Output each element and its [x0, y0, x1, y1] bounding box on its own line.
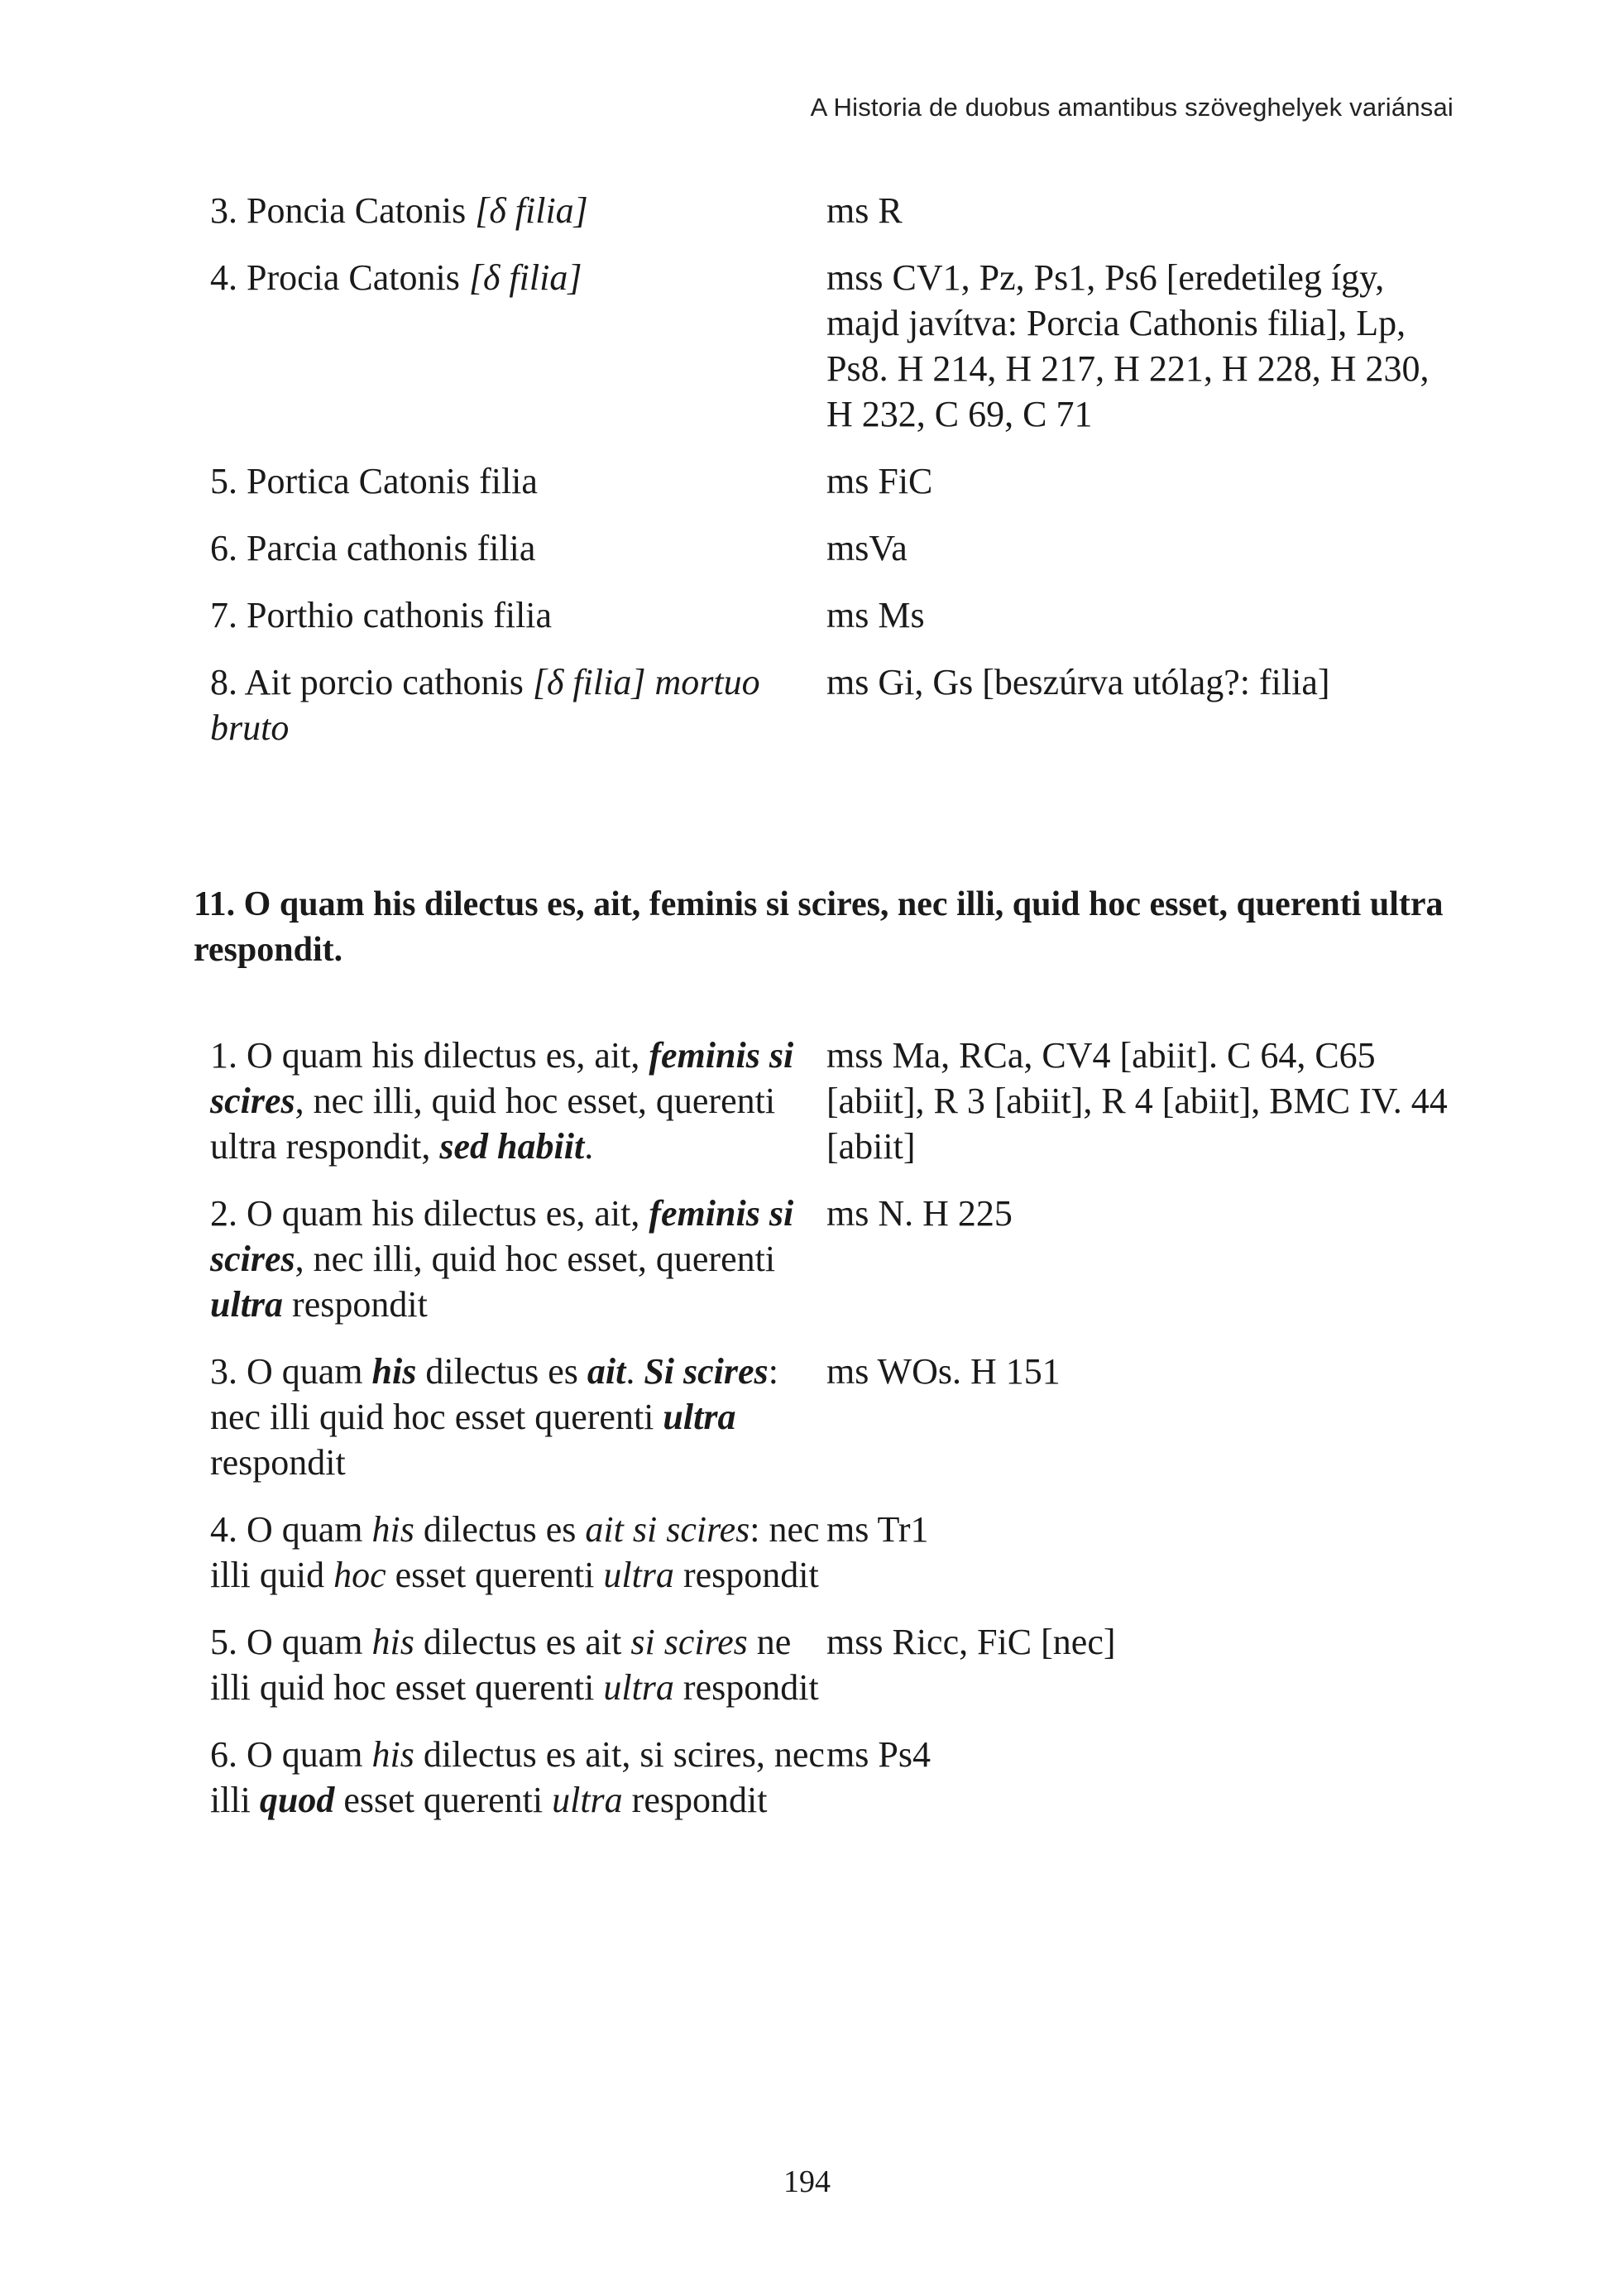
variant-segment: : nec illi quid	[210, 1509, 820, 1595]
variant-segment: ultra	[210, 1284, 284, 1325]
table-row	[210, 659, 1451, 750]
variant-segment: ait si scires	[585, 1509, 750, 1550]
source-sigla: msVa	[826, 528, 908, 568]
table-row	[210, 1033, 1451, 1169]
variant-text	[210, 659, 826, 750]
variant-segment: ultra	[663, 1397, 736, 1437]
variant-segment: respondit	[673, 1555, 819, 1595]
variant-text	[210, 1033, 826, 1169]
table-row	[210, 1732, 1451, 1823]
variant-text	[210, 1349, 826, 1485]
variant-segment: : nec illi quid hoc esset querenti	[210, 1351, 778, 1437]
variant-segment: ultra	[603, 1555, 674, 1595]
variant-segment: 3. Poncia Catonis	[210, 190, 476, 231]
variant-text	[210, 592, 826, 638]
variant-segment: respondit	[283, 1284, 428, 1325]
variant-segment: respondit	[622, 1780, 768, 1820]
table-row	[210, 1507, 1451, 1598]
variant-segment: 2. O quam his dilectus es, ait,	[210, 1193, 649, 1234]
variant-segment: 6. O quam	[210, 1734, 372, 1775]
table-row	[210, 188, 1451, 233]
variant-segment: [δ filia]	[475, 190, 588, 231]
source-sigla: ms R	[826, 190, 903, 231]
variant-segment: dilectus es ait, si scires, nec illi	[210, 1734, 825, 1820]
variant-segment: 5. O quam	[210, 1622, 372, 1662]
source-sigla: ms N. H 225	[826, 1193, 1013, 1234]
source-sigla: mss Ma, RCa, CV4 [abiit]. C 64, C65 [abiit], R 3 [abiit], R 4 [abiit], BMC IV. 44 [abiit]	[826, 1035, 1448, 1167]
variant-segment: 3. O quam	[210, 1351, 372, 1392]
variant-segment: esset querenti	[386, 1555, 604, 1595]
variant-segment: 7. Porthio cathonis filia	[210, 595, 553, 635]
source-sigla: ms Gi, Gs [beszúrva utólag?: filia]	[826, 662, 1330, 702]
variant-text	[210, 1191, 826, 1327]
table-row	[210, 255, 1451, 437]
table-row	[210, 458, 1451, 504]
variant-segment: Si scires	[644, 1351, 769, 1392]
variant-table-1	[210, 188, 1451, 772]
variant-text	[210, 458, 826, 504]
source-sigla: mss Ricc, FiC [nec]	[826, 1622, 1116, 1662]
section-heading: 11. O quam his dilectus es, ait, feminis si scires, nec illi, quid hoc esset, querenti ultra respondit.	[194, 885, 1444, 969]
variant-segment: , nec illi, quid hoc esset, querenti	[295, 1239, 776, 1279]
variant-segment: dilectus es	[416, 1351, 587, 1392]
variant-segment: 1. O quam his dilectus es, ait,	[210, 1035, 649, 1076]
variant-segment: si scires	[630, 1622, 748, 1662]
variant-segment: ultra	[552, 1780, 623, 1820]
table-row	[210, 1191, 1451, 1327]
source-sigla: ms Tr1	[826, 1509, 929, 1550]
variant-segment: [δ filia]	[468, 257, 582, 298]
variant-segment: 5. Portica Catonis filia	[210, 461, 538, 501]
variant-segment: feminis si scires	[210, 1035, 794, 1121]
running-head: A Historia de duobus amantibus szöveghelyek variánsai	[810, 93, 1454, 122]
variant-segment: respondit	[673, 1667, 819, 1708]
variant-segment: ne illi quid hoc esset querenti	[210, 1622, 792, 1708]
variant-segment: , nec illi, quid hoc esset, querenti ultra respondit,	[210, 1081, 776, 1167]
variant-text	[210, 1507, 826, 1598]
variant-segment: quod	[259, 1780, 335, 1820]
table-row	[210, 592, 1451, 638]
variant-segment: feminis si scires	[210, 1193, 794, 1279]
table-row	[210, 1349, 1451, 1485]
variant-text	[210, 188, 826, 233]
source-sigla: ms Ms	[826, 595, 925, 635]
variant-segment: .	[584, 1126, 594, 1167]
variant-text	[210, 1732, 826, 1823]
variant-text	[210, 525, 826, 571]
variant-segment: sed habiit	[439, 1126, 585, 1167]
variant-segment: dilectus es	[414, 1509, 586, 1550]
variant-segment: ultra	[603, 1667, 674, 1708]
variant-segment: 4. O quam	[210, 1509, 372, 1550]
variant-segment: his	[371, 1351, 417, 1392]
variant-segment: his	[371, 1622, 414, 1662]
source-sigla: mss CV1, Pz, Ps1, Ps6 [eredetileg így, majd javítva: Porcia Cathonis filia], Lp, Ps8. H 214, H 217, H 221, H 228, H 230, H 232, C 69, C 71	[826, 257, 1430, 434]
variant-segment: 6. Parcia cathonis filia	[210, 528, 536, 568]
variant-segment: ait	[587, 1351, 626, 1392]
table-row	[210, 1619, 1451, 1710]
variant-segment: 8. Ait porcio cathonis	[210, 662, 533, 702]
page-number: 194	[783, 2164, 831, 2199]
table-row	[210, 525, 1451, 571]
source-sigla: ms FiC	[826, 461, 933, 501]
variant-segment: his	[371, 1734, 414, 1775]
variant-segment: esset querenti	[334, 1780, 553, 1820]
variant-segment: respondit	[210, 1442, 346, 1483]
source-sigla: ms Ps4	[826, 1734, 931, 1775]
variant-text	[210, 255, 826, 437]
variant-segment: hoc	[333, 1555, 386, 1595]
variant-text	[210, 1619, 826, 1710]
variant-segment: dilectus es ait	[414, 1622, 631, 1662]
variant-table-2	[210, 1033, 1451, 1844]
source-sigla: ms WOs. H 151	[826, 1351, 1061, 1392]
variant-segment: his	[371, 1509, 414, 1550]
variant-segment: [δ filia] mortuo bruto	[210, 662, 760, 748]
variant-segment: 4. Procia Catonis	[210, 257, 469, 298]
variant-segment: .	[625, 1351, 644, 1392]
